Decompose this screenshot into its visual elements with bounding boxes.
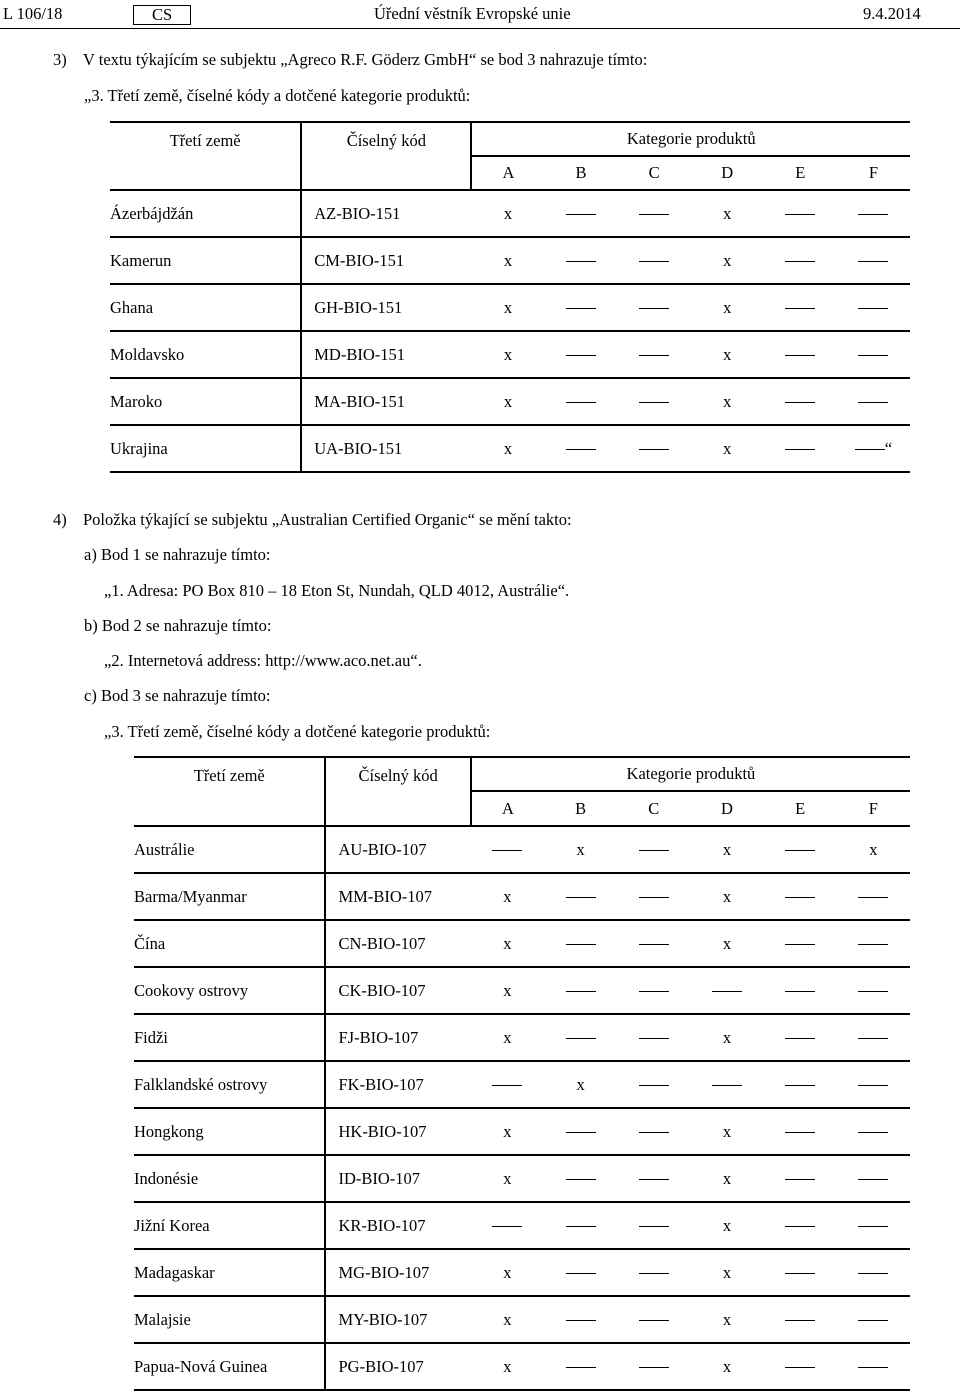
dash-mark bbox=[785, 1085, 815, 1086]
country-cell: Malajsie bbox=[134, 1296, 325, 1343]
category-cell bbox=[764, 920, 837, 967]
item-4-heading bbox=[53, 510, 572, 530]
category-cell: x bbox=[690, 1108, 763, 1155]
category-cell bbox=[837, 331, 910, 378]
category-cell bbox=[764, 1343, 837, 1390]
category-cell: x bbox=[471, 190, 544, 237]
country-cell: Hongkong bbox=[134, 1108, 325, 1155]
category-letter-a: A bbox=[471, 156, 544, 190]
dash-mark bbox=[785, 308, 815, 309]
item-4a: a) Bod 1 se nahrazuje tímto: bbox=[84, 545, 271, 564]
code-cell: HK-BIO-107 bbox=[325, 1108, 470, 1155]
category-cell bbox=[764, 1249, 837, 1296]
category-cell bbox=[618, 425, 691, 472]
table-row bbox=[110, 237, 910, 284]
category-cell: x bbox=[471, 1108, 544, 1155]
dash-mark bbox=[566, 402, 596, 403]
code-cell: FJ-BIO-107 bbox=[325, 1014, 470, 1061]
table-row bbox=[110, 378, 910, 425]
category-cell: x bbox=[471, 1296, 544, 1343]
category-cell bbox=[617, 1249, 690, 1296]
dash-mark bbox=[858, 944, 888, 945]
category-cell: x bbox=[691, 331, 764, 378]
category-cell bbox=[617, 873, 690, 920]
country-cell: Maroko bbox=[110, 378, 301, 425]
dash-mark bbox=[639, 1320, 669, 1321]
category-cell bbox=[837, 284, 910, 331]
category-cell: x bbox=[691, 284, 764, 331]
dash-mark bbox=[566, 1179, 596, 1180]
category-cell bbox=[544, 1014, 617, 1061]
table-row bbox=[134, 873, 910, 920]
category-cell bbox=[837, 1296, 910, 1343]
item-4c-quote: „3. Třetí země, číselné kódy a dotčené kategorie produktů: bbox=[104, 722, 491, 741]
dash-mark bbox=[785, 1226, 815, 1227]
category-cell: x bbox=[690, 873, 763, 920]
category-cell bbox=[837, 378, 910, 425]
category-cell bbox=[544, 967, 617, 1014]
dash-mark bbox=[566, 261, 596, 262]
dash-mark bbox=[639, 850, 669, 851]
category-cell bbox=[837, 1155, 910, 1202]
category-letter-b: B bbox=[544, 791, 617, 826]
country-cell: Ukrajina bbox=[110, 425, 301, 472]
dash-mark bbox=[858, 897, 888, 898]
category-cell bbox=[837, 1202, 910, 1249]
category-cell bbox=[764, 190, 837, 237]
category-cell bbox=[545, 425, 618, 472]
code-cell: MG-BIO-107 bbox=[325, 1249, 470, 1296]
dash-mark bbox=[858, 214, 888, 215]
country-cell: Kamerun bbox=[110, 237, 301, 284]
table-row bbox=[110, 331, 910, 378]
category-cell bbox=[544, 1108, 617, 1155]
dash-mark bbox=[639, 991, 669, 992]
country-cell: Moldavsko bbox=[110, 331, 301, 378]
category-letter-e: E bbox=[764, 156, 837, 190]
category-cell: x bbox=[690, 826, 763, 873]
category-cell bbox=[764, 1296, 837, 1343]
category-cell bbox=[471, 1202, 544, 1249]
dash-mark bbox=[492, 1226, 522, 1227]
category-cell bbox=[618, 331, 691, 378]
category-cell bbox=[617, 967, 690, 1014]
item-4c: c) Bod 3 se nahrazuje tímto: bbox=[84, 686, 271, 705]
category-cell bbox=[471, 826, 544, 873]
table-row bbox=[134, 1155, 910, 1202]
category-cell bbox=[544, 1249, 617, 1296]
table-header-row bbox=[134, 757, 910, 791]
dash-mark bbox=[639, 944, 669, 945]
table-row bbox=[110, 190, 910, 237]
table-row bbox=[134, 1202, 910, 1249]
category-cell: x bbox=[690, 920, 763, 967]
header-code: Číselný kód bbox=[325, 757, 470, 826]
category-letter-f: F bbox=[837, 791, 910, 826]
category-cell bbox=[837, 873, 910, 920]
category-cell bbox=[617, 826, 690, 873]
item-4b: b) Bod 2 se nahrazuje tímto: bbox=[84, 616, 272, 635]
category-cell bbox=[617, 1155, 690, 1202]
category-cell: x bbox=[544, 1061, 617, 1108]
dash-mark bbox=[566, 1226, 596, 1227]
item-4-number: 4) bbox=[53, 510, 67, 529]
category-cell: x bbox=[471, 237, 544, 284]
category-cell: x bbox=[691, 190, 764, 237]
dash-mark bbox=[858, 1085, 888, 1086]
dash-mark bbox=[785, 1038, 815, 1039]
category-letter-e: E bbox=[764, 791, 837, 826]
dash-mark bbox=[639, 449, 669, 450]
code-cell: AU-BIO-107 bbox=[325, 826, 470, 873]
category-cell bbox=[690, 1061, 763, 1108]
table-row bbox=[134, 967, 910, 1014]
dash-mark bbox=[858, 1132, 888, 1133]
category-cell bbox=[617, 1014, 690, 1061]
dash-mark bbox=[785, 1179, 815, 1180]
code-cell: KR-BIO-107 bbox=[325, 1202, 470, 1249]
dash-mark bbox=[785, 1132, 815, 1133]
dash-mark bbox=[858, 1038, 888, 1039]
dash-mark bbox=[639, 355, 669, 356]
dash-mark bbox=[858, 1367, 888, 1368]
table-row bbox=[110, 284, 910, 331]
dash-mark bbox=[566, 308, 596, 309]
country-cell: Ghana bbox=[110, 284, 301, 331]
dash-mark bbox=[785, 850, 815, 851]
dash-mark bbox=[785, 214, 815, 215]
category-cell bbox=[837, 1108, 910, 1155]
header-rule bbox=[0, 28, 960, 29]
category-cell: x bbox=[690, 1014, 763, 1061]
header-code: Číselný kód bbox=[301, 122, 471, 190]
code-cell: CM-BIO-151 bbox=[301, 237, 471, 284]
country-cell: Cookovy ostrovy bbox=[134, 967, 325, 1014]
category-cell bbox=[545, 284, 618, 331]
category-cell: x bbox=[471, 331, 544, 378]
category-cell bbox=[617, 1061, 690, 1108]
dash-mark bbox=[785, 261, 815, 262]
item-4a-quote: „1. Adresa: PO Box 810 – 18 Eton St, Nundah, QLD 4012, Austrálie“. bbox=[104, 581, 570, 600]
dash-mark bbox=[858, 355, 888, 356]
country-cell: Barma/Myanmar bbox=[134, 873, 325, 920]
closing-quote: “ bbox=[884, 438, 893, 458]
category-cell bbox=[618, 284, 691, 331]
item-3-number: 3) bbox=[53, 50, 67, 69]
country-cell: Madagaskar bbox=[134, 1249, 325, 1296]
category-letter-c: C bbox=[617, 791, 690, 826]
item-3-quote: „3. Třetí země, číselné kódy a dotčené kategorie produktů: bbox=[84, 86, 471, 105]
category-cell: x bbox=[691, 425, 764, 472]
table-row bbox=[134, 920, 910, 967]
table-row bbox=[134, 1296, 910, 1343]
dash-mark bbox=[639, 1179, 669, 1180]
page-reference: L 106/18 bbox=[3, 4, 63, 23]
dash-mark bbox=[639, 1273, 669, 1274]
category-cell: x bbox=[837, 826, 910, 873]
category-cell bbox=[837, 425, 910, 472]
dash-mark bbox=[566, 991, 596, 992]
code-cell: UA-BIO-151 bbox=[301, 425, 471, 472]
code-cell: MD-BIO-151 bbox=[301, 331, 471, 378]
category-cell bbox=[545, 190, 618, 237]
dash-mark bbox=[858, 261, 888, 262]
dash-mark bbox=[566, 897, 596, 898]
category-cell: x bbox=[471, 920, 544, 967]
dash-mark bbox=[785, 991, 815, 992]
category-cell bbox=[545, 237, 618, 284]
dash-mark bbox=[858, 1226, 888, 1227]
category-cell bbox=[837, 190, 910, 237]
category-cell bbox=[764, 967, 837, 1014]
code-cell: AZ-BIO-151 bbox=[301, 190, 471, 237]
table-row bbox=[134, 1249, 910, 1296]
category-cell bbox=[764, 1155, 837, 1202]
country-cell: Fidži bbox=[134, 1014, 325, 1061]
item-3-heading bbox=[53, 50, 647, 70]
category-cell bbox=[544, 920, 617, 967]
dash-mark bbox=[566, 1367, 596, 1368]
table-header-row bbox=[110, 122, 910, 156]
dash-mark bbox=[639, 261, 669, 262]
dash-mark bbox=[639, 897, 669, 898]
item-3-text: V textu týkajícím se subjektu „Agreco R.F. Göderz GmbH“ se bod 3 nahrazuje tímto: bbox=[83, 50, 648, 69]
category-cell: x bbox=[690, 1155, 763, 1202]
category-cell: x bbox=[544, 826, 617, 873]
category-cell bbox=[618, 190, 691, 237]
dash-mark bbox=[858, 1273, 888, 1274]
table-row bbox=[134, 1343, 910, 1390]
publication-date: 9.4.2014 bbox=[863, 4, 921, 23]
country-cell: Jižní Korea bbox=[134, 1202, 325, 1249]
header-categories: Kategorie produktů bbox=[471, 122, 910, 156]
category-cell bbox=[837, 1249, 910, 1296]
category-cell bbox=[764, 1014, 837, 1061]
country-cell: Papua-Nová Guinea bbox=[134, 1343, 325, 1390]
dash-mark bbox=[566, 1132, 596, 1133]
code-cell: ID-BIO-107 bbox=[325, 1155, 470, 1202]
category-cell bbox=[764, 873, 837, 920]
dash-mark bbox=[639, 308, 669, 309]
dash-mark bbox=[639, 1226, 669, 1227]
category-cell bbox=[545, 331, 618, 378]
dash-mark bbox=[639, 402, 669, 403]
dash-mark bbox=[566, 355, 596, 356]
category-cell bbox=[690, 967, 763, 1014]
category-letter-d: D bbox=[691, 156, 764, 190]
category-letter-f: F bbox=[837, 156, 910, 190]
category-cell: x bbox=[471, 378, 544, 425]
category-cell bbox=[764, 826, 837, 873]
category-cell bbox=[617, 1296, 690, 1343]
dash-mark bbox=[785, 402, 815, 403]
country-cell: Austrálie bbox=[134, 826, 325, 873]
dash-mark bbox=[492, 1085, 522, 1086]
dash-mark bbox=[639, 214, 669, 215]
category-cell: x bbox=[471, 1155, 544, 1202]
category-cell: x bbox=[471, 284, 544, 331]
category-cell: x bbox=[691, 237, 764, 284]
dash-mark bbox=[639, 1085, 669, 1086]
country-cell: Indonésie bbox=[134, 1155, 325, 1202]
category-cell bbox=[764, 378, 837, 425]
category-cell bbox=[837, 967, 910, 1014]
category-cell: x bbox=[471, 873, 544, 920]
item-4b-quote: „2. Internetová address: http://www.aco.net.au“. bbox=[104, 651, 422, 670]
dash-mark bbox=[712, 991, 742, 992]
category-cell bbox=[617, 1343, 690, 1390]
code-cell: MM-BIO-107 bbox=[325, 873, 470, 920]
country-cell: Falklandské ostrovy bbox=[134, 1061, 325, 1108]
category-cell bbox=[837, 920, 910, 967]
category-cell bbox=[764, 1061, 837, 1108]
dash-mark bbox=[858, 991, 888, 992]
category-cell bbox=[764, 425, 837, 472]
journal-title: Úřední věstník Evropské unie bbox=[374, 4, 571, 23]
category-cell bbox=[837, 237, 910, 284]
category-cell bbox=[544, 1202, 617, 1249]
dash-mark bbox=[858, 1320, 888, 1321]
dash-mark bbox=[639, 1132, 669, 1133]
header-country: Třetí země bbox=[134, 757, 325, 826]
product-table-aco bbox=[134, 756, 910, 1391]
category-cell bbox=[471, 1061, 544, 1108]
category-cell: x bbox=[471, 1249, 544, 1296]
code-cell: MA-BIO-151 bbox=[301, 378, 471, 425]
dash-mark bbox=[566, 1320, 596, 1321]
category-cell bbox=[544, 1296, 617, 1343]
category-cell bbox=[764, 1108, 837, 1155]
dash-mark bbox=[785, 944, 815, 945]
category-cell bbox=[764, 284, 837, 331]
category-cell bbox=[764, 237, 837, 284]
category-cell bbox=[544, 873, 617, 920]
item-4-text: Položka týkající se subjektu „Australian Certified Organic“ se mění takto: bbox=[83, 510, 572, 529]
category-cell bbox=[837, 1061, 910, 1108]
table-row bbox=[134, 1061, 910, 1108]
dash-mark bbox=[785, 1367, 815, 1368]
header-country: Třetí země bbox=[110, 122, 301, 190]
dash-mark bbox=[712, 1085, 742, 1086]
category-letter-c: C bbox=[618, 156, 691, 190]
category-cell: x bbox=[690, 1343, 763, 1390]
category-cell bbox=[837, 1014, 910, 1061]
dash-mark bbox=[566, 1038, 596, 1039]
code-cell: FK-BIO-107 bbox=[325, 1061, 470, 1108]
category-cell: x bbox=[690, 1202, 763, 1249]
category-letter-b: B bbox=[545, 156, 618, 190]
category-cell bbox=[544, 1343, 617, 1390]
product-table-agreco bbox=[110, 121, 910, 473]
category-cell bbox=[545, 378, 618, 425]
dash-mark bbox=[639, 1038, 669, 1039]
category-cell: x bbox=[691, 378, 764, 425]
dash-mark bbox=[858, 1179, 888, 1180]
table-row bbox=[134, 826, 910, 873]
dash-mark bbox=[566, 449, 596, 450]
code-cell: CN-BIO-107 bbox=[325, 920, 470, 967]
category-cell bbox=[617, 1202, 690, 1249]
category-letter-a: A bbox=[471, 791, 544, 826]
category-cell bbox=[764, 331, 837, 378]
category-cell bbox=[617, 1108, 690, 1155]
dash-mark bbox=[785, 355, 815, 356]
header-categories: Kategorie produktů bbox=[471, 757, 910, 791]
language-badge: CS bbox=[133, 5, 191, 25]
country-cell: Čína bbox=[134, 920, 325, 967]
dash-mark bbox=[785, 449, 815, 450]
dash-mark bbox=[858, 308, 888, 309]
table-row bbox=[134, 1014, 910, 1061]
dash-mark bbox=[785, 1320, 815, 1321]
dash-mark bbox=[785, 897, 815, 898]
dash-mark bbox=[639, 1367, 669, 1368]
category-cell: x bbox=[471, 1343, 544, 1390]
code-cell: PG-BIO-107 bbox=[325, 1343, 470, 1390]
dash-mark bbox=[855, 449, 885, 450]
dash-mark bbox=[566, 1273, 596, 1274]
category-letter-d: D bbox=[690, 791, 763, 826]
category-cell bbox=[544, 1155, 617, 1202]
table-row bbox=[134, 1108, 910, 1155]
category-cell bbox=[618, 378, 691, 425]
category-cell: x bbox=[471, 425, 544, 472]
code-cell: CK-BIO-107 bbox=[325, 967, 470, 1014]
code-cell: MY-BIO-107 bbox=[325, 1296, 470, 1343]
category-cell bbox=[837, 1343, 910, 1390]
category-cell: x bbox=[471, 1014, 544, 1061]
dash-mark bbox=[566, 214, 596, 215]
country-cell: Ázerbájdžán bbox=[110, 190, 301, 237]
dash-mark bbox=[785, 1273, 815, 1274]
category-cell: x bbox=[690, 1249, 763, 1296]
dash-mark bbox=[492, 850, 522, 851]
dash-mark bbox=[566, 944, 596, 945]
table-row bbox=[110, 425, 910, 472]
category-cell: x bbox=[690, 1296, 763, 1343]
category-cell bbox=[764, 1202, 837, 1249]
category-cell bbox=[617, 920, 690, 967]
category-cell bbox=[618, 237, 691, 284]
dash-mark bbox=[858, 402, 888, 403]
code-cell: GH-BIO-151 bbox=[301, 284, 471, 331]
page-header bbox=[0, 4, 960, 28]
category-cell: x bbox=[471, 967, 544, 1014]
